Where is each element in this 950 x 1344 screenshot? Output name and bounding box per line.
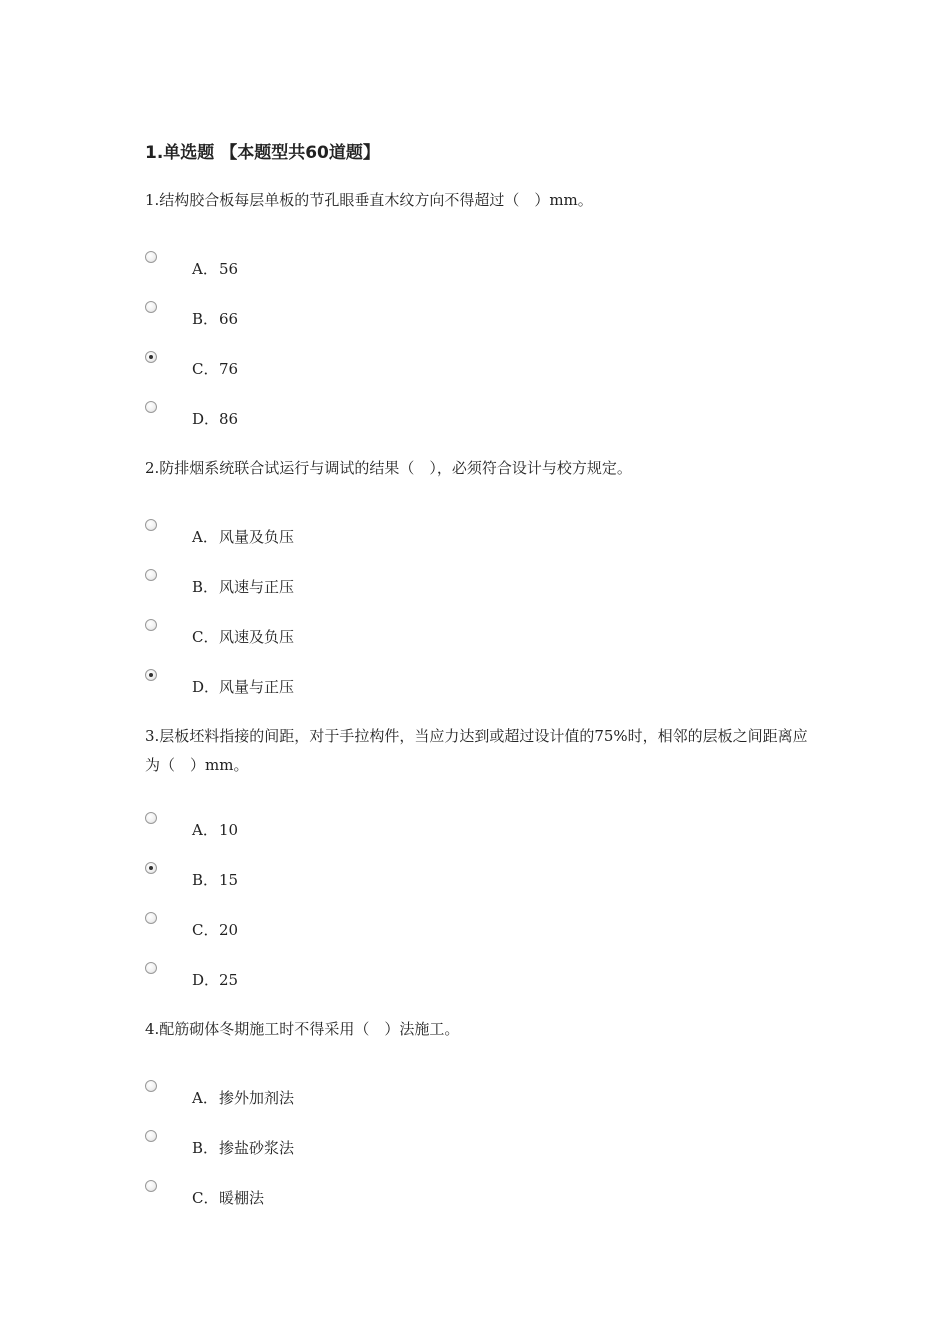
question-4-option-b-radio[interactable] — [145, 1130, 157, 1142]
radio-selected-dot — [149, 355, 153, 359]
question-1-option-b-radio[interactable] — [145, 301, 157, 313]
question-1-option-a-radio[interactable] — [145, 251, 157, 263]
question-1-text: 1.结构胶合板每层单板的节孔眼垂直木纹方向不得超过（ ）mm。 — [145, 191, 593, 209]
question-4-option-a: A．掺外加剂法 — [192, 1089, 295, 1107]
question-1-option-c-radio[interactable] — [145, 351, 157, 363]
question-1-option-d: D．86 — [192, 410, 239, 428]
question-4-text: 4.配筋砌体冬期施工时不得采用（ ）法施工。 — [145, 1020, 460, 1038]
question-2-option-b: B．风速与正压 — [192, 578, 295, 596]
question-1-option-d-radio[interactable] — [145, 401, 157, 413]
question-2-text: 2.防排烟系统联合试运行与调试的结果（ ），必须符合设计与校方规定。 — [145, 459, 632, 477]
question-1-option-a: A．56 — [192, 260, 239, 278]
question-1-option-c: C．76 — [192, 360, 239, 378]
question-3-option-d-radio[interactable] — [145, 962, 157, 974]
radio-selected-dot — [149, 673, 153, 677]
question-3-option-b-radio[interactable] — [145, 862, 157, 874]
question-2-option-d: D．风量与正压 — [192, 678, 295, 696]
question-2-option-d-radio[interactable] — [145, 669, 157, 681]
question-3-option-c: C．20 — [192, 921, 239, 939]
question-4-option-c: C．暖棚法 — [192, 1189, 265, 1207]
question-3-option-d: D．25 — [192, 971, 239, 989]
radio-selected-dot — [149, 866, 153, 870]
question-1-option-b: B．66 — [192, 310, 239, 328]
question-3-option-a: A．10 — [192, 821, 239, 839]
question-2-option-b-radio[interactable] — [145, 569, 157, 581]
question-4-option-c-radio[interactable] — [145, 1180, 157, 1192]
question-3-option-c-radio[interactable] — [145, 912, 157, 924]
question-2-option-a: A．风量及负压 — [192, 528, 295, 546]
question-2-option-c-radio[interactable] — [145, 619, 157, 631]
question-2-option-c: C．风速及负压 — [192, 628, 295, 646]
question-3-text: 3.层板坯料指接的间距，对于手拉构件，当应力达到或超过设计值的75%时，相邻的层板之间距离应为（ ）mm。 — [145, 727, 808, 774]
question-4-option-a-radio[interactable] — [145, 1080, 157, 1092]
section-title: 1.单选题 【本题型共60道题】 — [145, 143, 380, 163]
question-2-option-a-radio[interactable] — [145, 519, 157, 531]
question-3-option-b: B．15 — [192, 871, 239, 889]
question-3-option-a-radio[interactable] — [145, 812, 157, 824]
question-4-option-b: B．掺盐砂浆法 — [192, 1139, 295, 1157]
